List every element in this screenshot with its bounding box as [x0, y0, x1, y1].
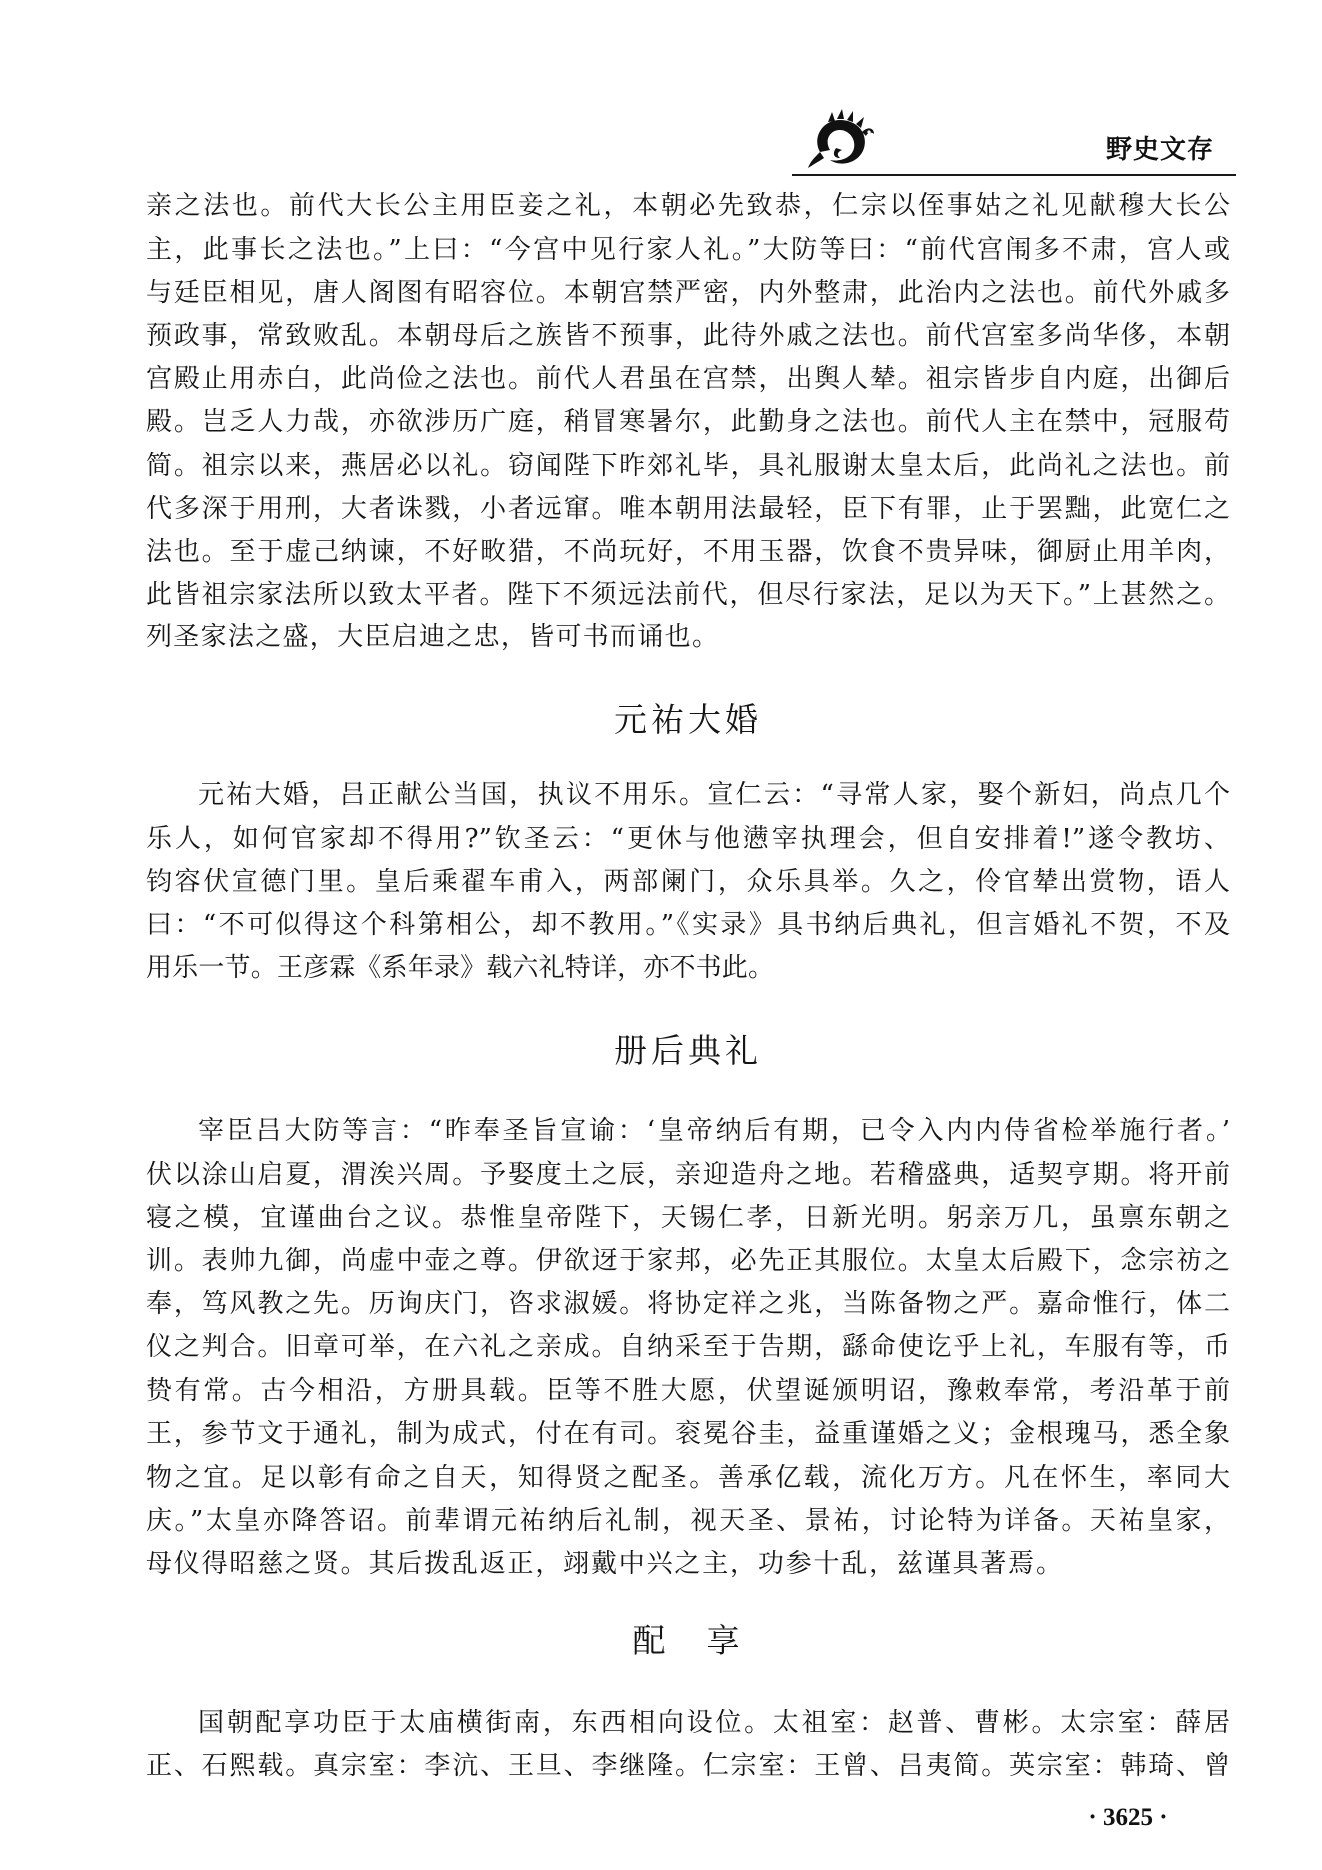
- section-heading: 元祐大婚: [614, 700, 762, 739]
- body-text-line: 仪之判合。旧章可举，在六礼之亲成。自纳采至于告期，繇命使讫乎上礼，车服有等，币: [146, 1332, 1230, 1362]
- body-text-line: 母仪得昭慈之贤。其后拨乱返正，翊戴中兴之主，功参十乱，兹谨具著焉。: [146, 1549, 1062, 1579]
- body-text-line: 奉，笃风教之先。历询庆门，咨求淑媛。将协定祥之兆，当陈备物之严。嘉命惟行，体二: [146, 1289, 1230, 1319]
- body-text-line: 殿。岂乏人力哉，亦欲涉历广庭，稍冒寒暑尔，此勤身之法也。前代人主在禁中，冠服苟: [146, 407, 1230, 437]
- body-text-line: 寝之模，宜谨曲台之议。恭惟皇帝陛下，天锡仁孝，日新光明。躬亲万几，虽禀东朝之: [146, 1203, 1230, 1233]
- body-text-line: 物之宜。足以彰有命之自天，知得贤之配圣。善承亿载，流化万方。凡在怀生，率同大: [146, 1463, 1230, 1493]
- body-text-line: 预政事，常致败乱。本朝母后之族皆不预事，此待外戚之法也。前代宫室多尚华侈，本朝: [146, 321, 1230, 351]
- body-text-line: 简。祖宗以来，燕居必以礼。窃闻陛下昨郊礼毕，具礼服谢太皇太后，此尚礼之法也。前: [146, 451, 1230, 481]
- body-text-line: 庆。”太皇亦降答诏。前辈谓元祐纳后礼制，视天圣、景祐，讨论特为详备。天祐皇家，: [146, 1506, 1230, 1536]
- body-text-line: 亲之法也。前代大长公主用臣妾之礼，本朝必先致恭，仁宗以侄事姑之礼见献穆大长公: [146, 191, 1230, 221]
- body-text-line: 元祐大婚，吕正献公当国，执议不用乐。宣仁云：“寻常人家，娶个新妇，尚点几个: [198, 780, 1230, 810]
- section-heading: 配 享: [632, 1621, 744, 1660]
- header-rule: [792, 174, 1236, 176]
- body-text-line: 与廷臣相见，唐人阁图有昭容位。本朝宫禁严密，内外整肃，此治内之法也。前代外戚多: [146, 278, 1230, 308]
- body-text-line: 训。表帅九御，尚虚中壶之尊。伊欲迓于家邦，必先正其服位。太皇太后殿下，念宗祊之: [146, 1246, 1230, 1276]
- body-text-line: 代多深于用刑，大者诛戮，小者远窜。唯本朝用法最轻，臣下有罪，止于罢黜，此宽仁之: [146, 494, 1230, 524]
- body-text-line: 贽有常。古今相沿，方册具载。臣等不胜大愿，伏望诞颁明诏，豫敕奉常，考沿革于前: [146, 1376, 1230, 1406]
- body-text-line: 乐人，如何官家却不得用?”钦圣云：“更休与他懑宰执理会，但自安排着!”遂令教坊、: [146, 824, 1230, 854]
- body-text-line: 曰：“不可似得这个科第相公，却不教用。”《实录》具书纳后典礼，但言婚礼不贺，不及: [146, 910, 1230, 940]
- body-text-line: 伏以涂山启夏，渭涘兴周。予娶度土之辰，亲迎造舟之地。若稽盛典，适契亨期。将开前: [146, 1160, 1230, 1190]
- dragon-logo: [806, 108, 876, 170]
- section-heading: 册后典礼: [614, 1031, 762, 1070]
- body-text-line: 正、石熙载。真宗室：李沆、王旦、李继隆。仁宗室：王曾、吕夷简。英宗室：韩琦、曾: [146, 1751, 1230, 1781]
- body-text-line: 用乐一节。王彦霖《系年录》载六礼特详，亦不书此。: [146, 953, 774, 983]
- body-text-line: 宰臣吕大防等言：“昨奉圣旨宣谕：‘皇帝纳后有期，已令入内内侍省检举施行者。’: [198, 1116, 1230, 1146]
- body-text-line: 钧容伏宣德门里。皇后乘翟车甫入，两部阑门，众乐具举。久之，伶官辇出赏物，语人: [146, 867, 1230, 897]
- body-text-line: 王，参节文于通礼，制为成式，付在有司。衮冕谷圭，益重谨婚之义；金根瑰马，悉全象: [146, 1419, 1230, 1449]
- body-text-line: 国朝配享功臣于太庙横街南，东西相向设位。太祖室：赵普、曹彬。太宗室：薛居: [198, 1708, 1230, 1738]
- body-text-line: 宫殿止用赤白，此尚俭之法也。前代人君虽在宫禁，出舆人辇。祖宗皆步自内庭，出御后: [146, 364, 1230, 394]
- body-text-line: 此皆祖宗家法所以致太平者。陛下不须远法前代，但尽行家法，足以为天下。”上甚然之。: [146, 580, 1230, 610]
- running-head-title: 野史文存: [1106, 135, 1215, 165]
- page-number: · 3625 ·: [1088, 1804, 1168, 1831]
- body-text-line: 主，此事长之法也。”上曰：“今宫中见行家人礼。”大防等曰：“前代宫闱多不肃，宫人或: [146, 235, 1230, 265]
- body-text-line: 法也。至于虚己纳谏，不好畋猎，不尚玩好，不用玉器，饮食不贵异味，御厨止用羊肉，: [146, 537, 1230, 567]
- body-text-line: 列圣家法之盛，大臣启迪之忠，皆可书而诵也。: [146, 622, 718, 652]
